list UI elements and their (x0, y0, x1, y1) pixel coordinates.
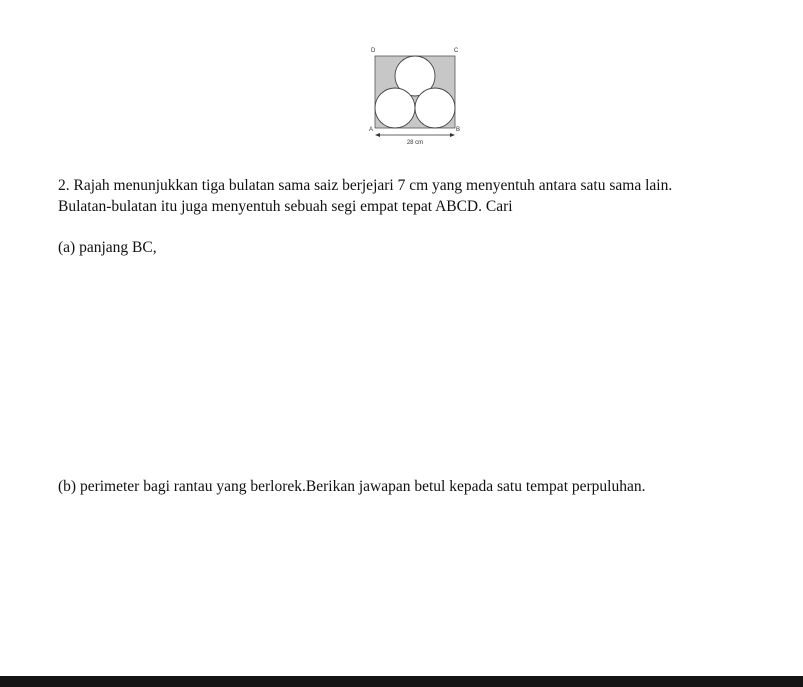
bottom-black-bar (0, 676, 803, 687)
circle-bottom-right (415, 88, 455, 128)
question-part-b: (b) perimeter bagi rantau yang berlorek.Berikan jawapan betul kepada satu tempat perpuluhan. (58, 478, 646, 495)
vertex-label-b: B (456, 127, 461, 133)
question-part-a: (a) panjang BC, (58, 239, 157, 256)
dimension-label: 28 cm (406, 140, 424, 146)
vertex-label-d: D (371, 48, 376, 54)
vertex-label-a: A (369, 127, 374, 133)
dimension-arrowhead-right (450, 133, 455, 137)
figure-svg (360, 42, 470, 150)
question-text-line-1: 2. Rajah menunjukkan tiga bulatan sama saiz berjejari 7 cm yang menyentuh antara satu sama lain. (58, 177, 673, 194)
vertex-label-c: C (454, 48, 459, 54)
question-text-line-2: Bulatan-bulatan itu juga menyentuh sebuah segi empat tepat ABCD. Cari (58, 198, 513, 215)
rectangle-circles-figure (360, 42, 470, 150)
dimension-arrowhead-left (375, 133, 380, 137)
circle-bottom-left (375, 88, 415, 128)
